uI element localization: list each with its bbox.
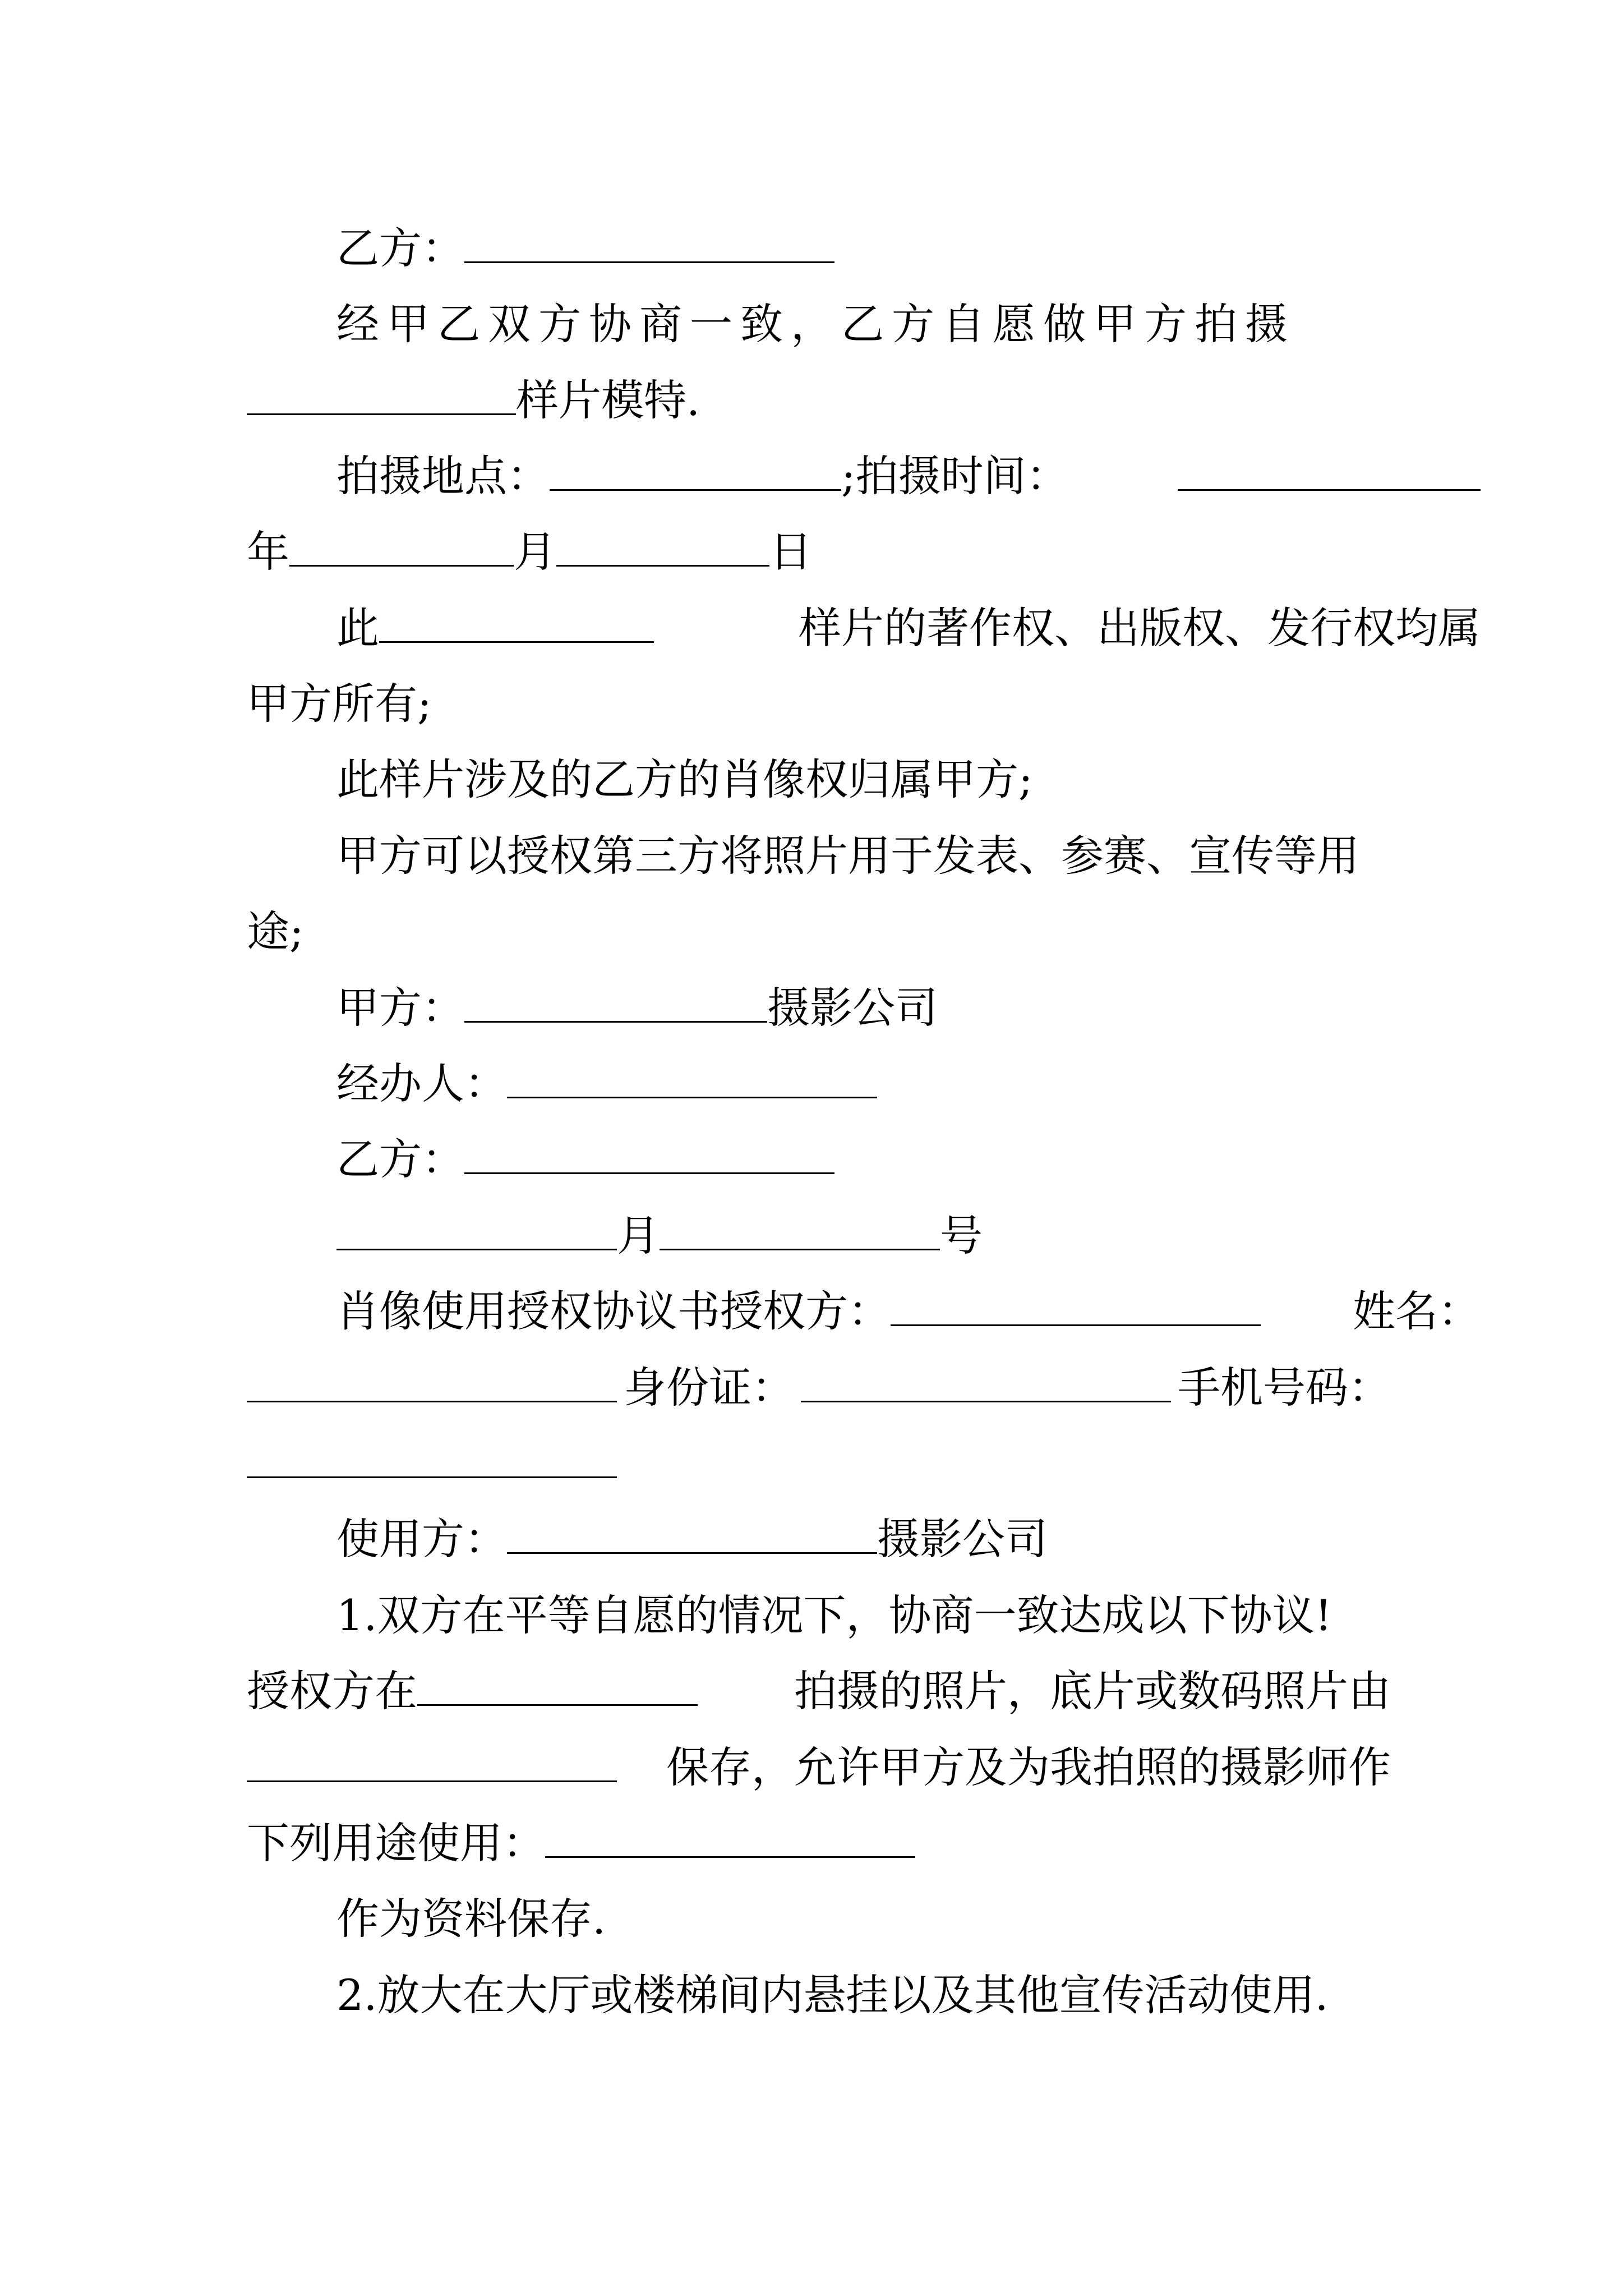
clause-2-line [247, 1967, 1481, 2023]
sign-date-month-blank [336, 1208, 617, 1250]
party-a-blank [464, 981, 767, 1023]
shoot-time-label: ;拍摄时间： [841, 451, 1069, 501]
portrait-right-line [247, 752, 1481, 808]
third-party-text-end: 途; [247, 907, 304, 956]
shoot-time-blank [1178, 449, 1481, 491]
storage-permission-text: 保存，允许甲方及为我拍照的摄影师作 [666, 1742, 1391, 1792]
sample-model-text: 样片模特. [516, 375, 700, 425]
id-blank [801, 1360, 1171, 1402]
phone-label: 手机号码： [1178, 1363, 1391, 1412]
copyright-line-1 [247, 600, 1481, 656]
party-b-sign-label: 乙方： [336, 1134, 464, 1184]
agreement-text: 经甲乙双方协商一致，乙方自愿做甲方拍摄 [336, 299, 1295, 349]
id-label: 身份证： [624, 1363, 794, 1412]
year-month-blank [289, 524, 514, 567]
archive-text: 作为资料保存. [336, 1894, 606, 1944]
clause-2-text: 2.放大在大厅或楼梯间内悬挂以及其他宣传活动使用. [336, 1970, 1329, 2020]
clause-1-text: 1.双方在平等自愿的情况下，协商一致达成以下协议! [336, 1590, 1332, 1640]
copyright-prefix: 此 [336, 603, 379, 653]
grantor-at-text: 授权方在 [247, 1666, 417, 1716]
shoot-location-blank [550, 449, 841, 491]
date-line [247, 524, 1391, 580]
month-day-blank [556, 524, 769, 567]
copyright-text: 样片的著作权、出版权、发行权均属 [799, 603, 1481, 653]
party-a-company: 摄影公司 [767, 983, 938, 1033]
clause-1-photos-line [247, 1663, 1391, 1719]
user-party-line [247, 1511, 1481, 1567]
sign-date-line [247, 1208, 1481, 1264]
name-blank [247, 1360, 617, 1402]
phone-blank-line [247, 1435, 1391, 1492]
grantor-blank [891, 1284, 1261, 1326]
clause-1-storage-line [247, 1740, 1391, 1796]
sign-date-day-blank [660, 1208, 940, 1250]
party-b-sign-blank [464, 1132, 834, 1174]
sign-day-label: 号 [940, 1211, 983, 1260]
handler-blank [507, 1056, 877, 1098]
month-label: 月 [514, 527, 556, 577]
party-b-line [247, 220, 1481, 277]
agreement-paragraph-line-2 [247, 372, 1391, 429]
copyright-owner-text: 甲方所有; [247, 679, 432, 729]
sample-name-blank [379, 601, 654, 643]
year-label: 年 [247, 527, 289, 577]
usage-label: 下列用途使用： [247, 1818, 545, 1868]
shoot-location-time-line [247, 448, 1481, 504]
clause-1-line [247, 1588, 1481, 1644]
shoot-location-label: 拍摄地点： [336, 451, 550, 501]
handler-line [247, 1056, 1481, 1112]
usage-line [247, 1815, 1391, 1871]
party-b-blank [464, 221, 834, 263]
name-label: 姓名： [1353, 1286, 1481, 1336]
third-party-line-1 [247, 828, 1481, 884]
third-party-text: 甲方可以授权第三方将照片用于发表、参赛、宣传等用 [336, 831, 1359, 881]
day-label: 日 [769, 527, 812, 577]
user-party-blank [507, 1512, 877, 1554]
usage-blank [545, 1816, 915, 1858]
phone-blank [247, 1436, 617, 1478]
party-a-label: 甲方： [336, 983, 464, 1033]
agreement-paragraph-line-1 [247, 296, 1481, 352]
photos-kept-text: 拍摄的照片，底片或数码照片由 [794, 1666, 1391, 1716]
archive-line [247, 1891, 1481, 1947]
party-a-sign-line [247, 980, 1481, 1036]
party-b-sign-line [247, 1131, 1481, 1188]
grantor-label: 肖像使用授权协议书授权方： [336, 1286, 891, 1336]
user-party-company: 摄影公司 [877, 1514, 1048, 1564]
user-party-label: 使用方： [336, 1514, 507, 1564]
party-b-label: 乙方： [336, 223, 464, 273]
third-party-line-2 [247, 904, 1391, 960]
sign-month-label: 月 [617, 1211, 660, 1260]
shoot-place-blank [417, 1664, 698, 1706]
portrait-right-text: 此样片涉及的乙方的肖像权归属甲方; [336, 754, 1033, 804]
grantor-line [247, 1283, 1481, 1340]
copyright-line-2 [247, 676, 1391, 732]
storage-party-blank [247, 1740, 617, 1782]
handler-label: 经办人： [336, 1059, 507, 1108]
id-phone-line [247, 1360, 1391, 1416]
shoot-subject-blank [247, 373, 516, 415]
